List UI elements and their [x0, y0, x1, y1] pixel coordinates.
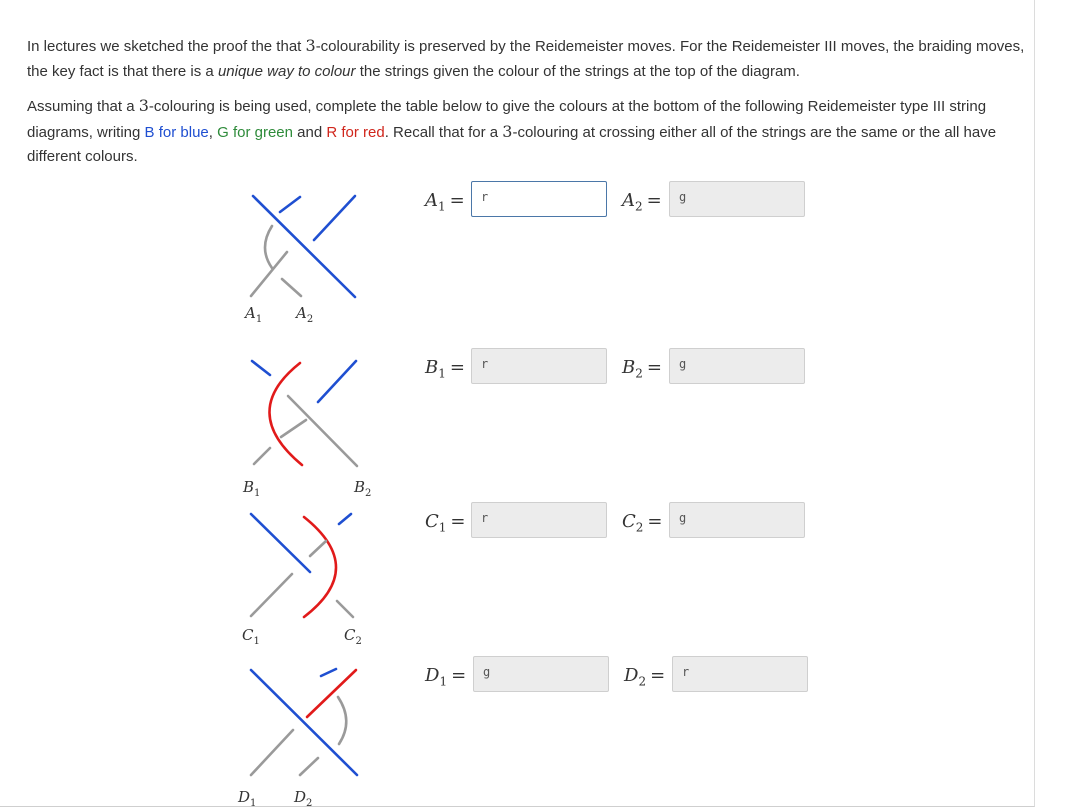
strand-c-blue-long — [251, 514, 310, 572]
strand-b-grey-left — [254, 448, 270, 464]
answer-label-b2: $B_2$ = — [622, 357, 662, 381]
answer-input-a2[interactable]: g — [669, 181, 805, 217]
answer-label-b1: $B_1$ = — [425, 357, 465, 381]
answer-label-d1: $D_1$ = — [425, 665, 467, 689]
answer-label-c2: $C_2$ = — [622, 511, 663, 535]
strand-a-blue-short — [280, 197, 300, 212]
strand-d-blue-short — [321, 669, 336, 676]
answer-input-d1[interactable]: g — [473, 656, 609, 692]
strand-a-grey-left — [251, 252, 287, 296]
diagram-label-c1: $C_1$ — [242, 626, 260, 647]
diagram-c — [251, 514, 353, 617]
diagram-label-b1: $B_1$ — [243, 478, 261, 499]
strand-b-blue-left — [252, 361, 270, 375]
intro-paragraph-1: In lectures we sketched the proof the that 3-colourability is preserved by the Reidemeister moves. For the Reidemeister III moves, the braiding moves, the key fact is that there is a unique way to colour the strings given the colour of the strings at the top of the diagram. — [27, 36, 1025, 80]
diagram-d — [251, 669, 357, 775]
intro-paragraph-2: Assuming that a 3-colouring is being used, complete the table below to give the colours at the bottom of the following Reidemeister type III string diagrams, writing B for blue, G for green and R for red. Recall that for a 3-colouring at crossing either all of the strings are the same or the all have different colours. — [27, 96, 997, 165]
answer-input-b2[interactable]: g — [669, 348, 805, 384]
diagram-label-d1: $D_1$ — [238, 788, 257, 809]
diagram-b — [252, 361, 357, 466]
diagram-label-d2: $D_2$ — [294, 788, 313, 809]
answer-label-a2: $A_2$ = — [622, 190, 662, 214]
strand-c-blue-right — [339, 514, 351, 524]
strand-d-grey-right — [300, 758, 318, 775]
answer-label-d2: $D_2$ = — [624, 665, 666, 689]
strand-a-grey-arc — [265, 226, 272, 268]
strand-b-red-arc — [269, 363, 302, 465]
answer-input-c2[interactable]: g — [669, 502, 805, 538]
answer-label-a1: $A_1$ = — [425, 190, 465, 214]
strand-c-red-arc — [304, 517, 336, 617]
strand-c-grey-left — [251, 574, 292, 616]
diagram-label-c2: $C_2$ — [344, 626, 362, 647]
answer-input-c1[interactable]: r — [471, 502, 607, 538]
answer-input-d2[interactable]: r — [672, 656, 808, 692]
diagram-label-a1: $A_1$ — [245, 304, 263, 325]
strand-b-blue-right — [318, 361, 356, 402]
strand-c-grey-top — [310, 541, 326, 556]
diagram-label-a2: $A_2$ — [296, 304, 314, 325]
strand-c-grey-right — [337, 601, 353, 617]
answer-input-b1[interactable]: r — [471, 348, 607, 384]
strand-d-red — [307, 670, 356, 717]
strand-b-grey-mid — [281, 420, 306, 437]
diagram-a — [251, 196, 355, 297]
strand-b-grey-long — [288, 396, 357, 466]
strand-a-grey-right — [282, 279, 301, 296]
strand-d-grey-arc — [338, 697, 346, 744]
answer-label-c1: $C_1$ = — [425, 511, 466, 535]
diagram-label-b2: $B_2$ — [354, 478, 372, 499]
strand-d-grey-left — [251, 730, 293, 775]
strand-a-blue-over — [314, 196, 355, 240]
answer-input-a1[interactable]: r — [471, 181, 607, 217]
